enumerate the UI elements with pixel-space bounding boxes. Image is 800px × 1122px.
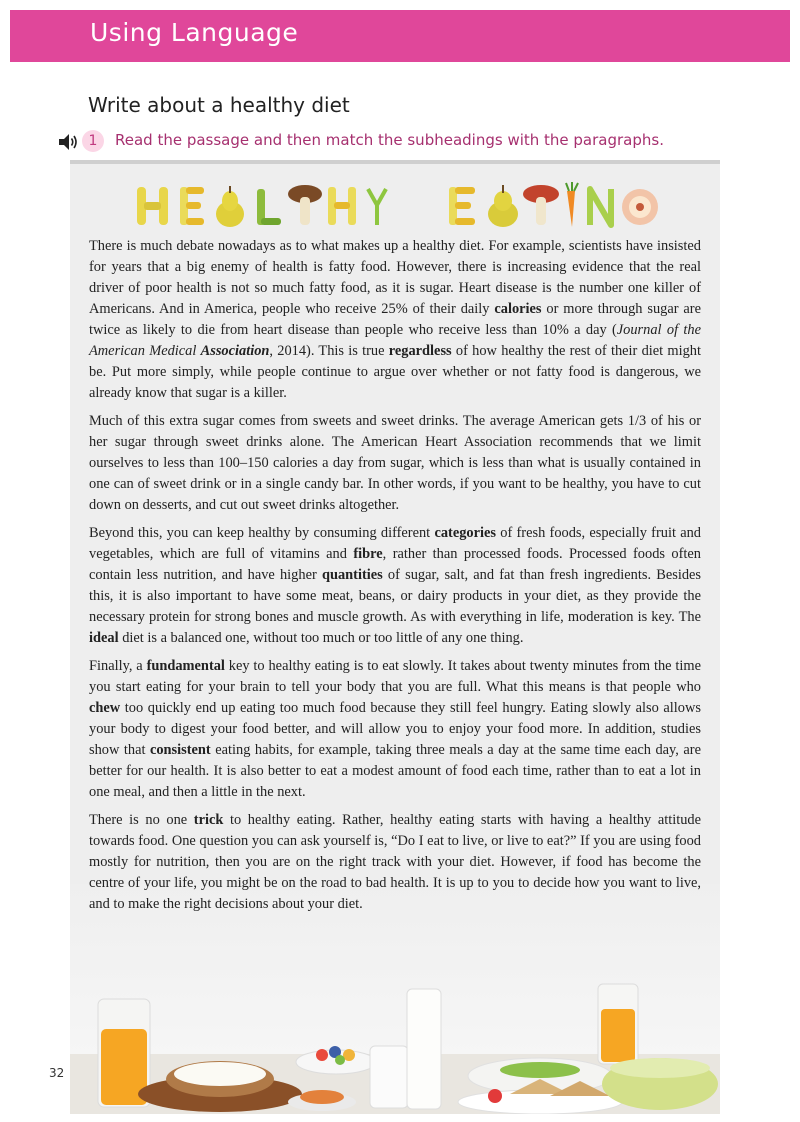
step-number-badge: 1 <box>82 130 104 152</box>
banner-title: Using Language <box>90 18 299 47</box>
text-run: key to healthy eating is to eat slowly. It takes about twenty minutes from the time you start eating for your brain to tell your body that you are full. What this means is that people who <box>89 658 702 695</box>
vocabulary-word: ideal <box>89 630 119 646</box>
text-run: , 2014). This is true <box>269 343 389 359</box>
text-run: There is much debate nowadays as to what makes up a healthy diet. For example, scientists have insisted for years that a big enemy of health is fatty food. However, there is increasing evidence that the real driver of poor health is not so much fatty food, as it is sugar. Heart disease is the number one killer of Americans. And in America, people who receive 25% of their daily <box>89 238 701 317</box>
text-run: , rather than processed foods. Processed foods often contain less nutrition, and have higher <box>89 546 701 583</box>
vocabulary-word: quantities <box>321 567 383 583</box>
paragraph-4 <box>89 656 701 803</box>
healthy-eating-headline-image <box>135 181 660 231</box>
paragraph-2 <box>89 411 701 516</box>
vocabulary-word: fibre <box>353 546 383 562</box>
text-run: of sugar, salt, and fat than fresh ingredients. Besides this, it is also important to have some meat, beans, or dairy products in your diet, as they provide the necessary protein for strong bones and muscle growth. As with everything in life, moderation is key. The <box>89 567 701 625</box>
breakfast-table-image <box>70 934 720 1114</box>
text-run: of fresh foods, especially fruit and vegetables, which are full of vitamins and <box>89 525 701 562</box>
speaker-icon[interactable] <box>58 133 78 151</box>
text-run: There is no one <box>89 812 194 828</box>
instruction-row <box>58 130 758 154</box>
paragraph-5 <box>89 810 701 915</box>
unit-banner <box>10 10 790 62</box>
text-run: diet is a balanced one, without too much or too little of any one thing. <box>118 630 524 646</box>
paragraph-3 <box>89 523 701 649</box>
text-run: to healthy eating. Rather, healthy eating starts with having a healthy attitude towards food. One question you can ask yourself is, “Do I eat to live, or live to eat?” If you are using food mostly for nutrition, then you are on the right track with your diet. However, if food has become the centre of your life, you might be on the road to bad health. It is up to you to decide how you want to live, and to make the right decisions about your diet. <box>89 812 701 912</box>
text-run: Finally, a <box>89 658 147 674</box>
reading-passage <box>89 236 701 922</box>
text-run: of how healthy the rest of their diet might be. Put more simply, while people continue to argue over whether or not fatty food is dangerous, we already know that sugar is a killer. <box>89 343 701 401</box>
vocabulary-word: categories <box>434 525 496 541</box>
text-run: Journal of the American Medical <box>89 322 701 359</box>
vocabulary-word: calories <box>494 301 542 317</box>
text-run: Much of this extra sugar comes from sweets and sweet drinks. The average American gets 1/3 of his or her sugar through sweet drinks alone. The American Heart Association recommends that we limit ourselves to less than 100–150 calories a day from sugar, which is less than what is usually contained in one can of sweet drink or in a single candy bar. In other words, if you want to be healthy, you have to cut down on desserts, and cut out sweet drinks altogether. <box>89 413 701 513</box>
text-run: eating habits, for example, taking three meals a day at the same time each day, are better for our health. It is also better to eat a modest amount of food each time, rather than to eat a lot in one meal, and then a little in the next. <box>89 742 701 800</box>
instruction-text: Read the passage and then match the subheadings with the paragraphs. <box>115 131 664 149</box>
vocabulary-word: trick <box>193 812 224 828</box>
paragraph-1 <box>89 236 701 404</box>
page-number: 32 <box>49 1066 65 1080</box>
vocabulary-word: Association <box>200 343 270 359</box>
vocabulary-word: fundamental <box>146 658 225 674</box>
section-title: Write about a healthy diet <box>88 93 350 117</box>
text-run: or more through sugar are twice as likely to die from heart disease than people who receive less than 10% a day ( <box>89 301 701 338</box>
vocabulary-word: regardless <box>388 343 452 359</box>
text-run: Beyond this, you can keep healthy by consuming different <box>89 525 435 541</box>
vocabulary-word: chew <box>89 700 121 716</box>
vocabulary-word: consistent <box>149 742 211 758</box>
text-run: too quickly end up eating too much food because they still feel hungry. Eating slowly also allows your body to digest your food better, and will allow you to enjoy your food more. In addition, studies show that <box>89 700 701 758</box>
